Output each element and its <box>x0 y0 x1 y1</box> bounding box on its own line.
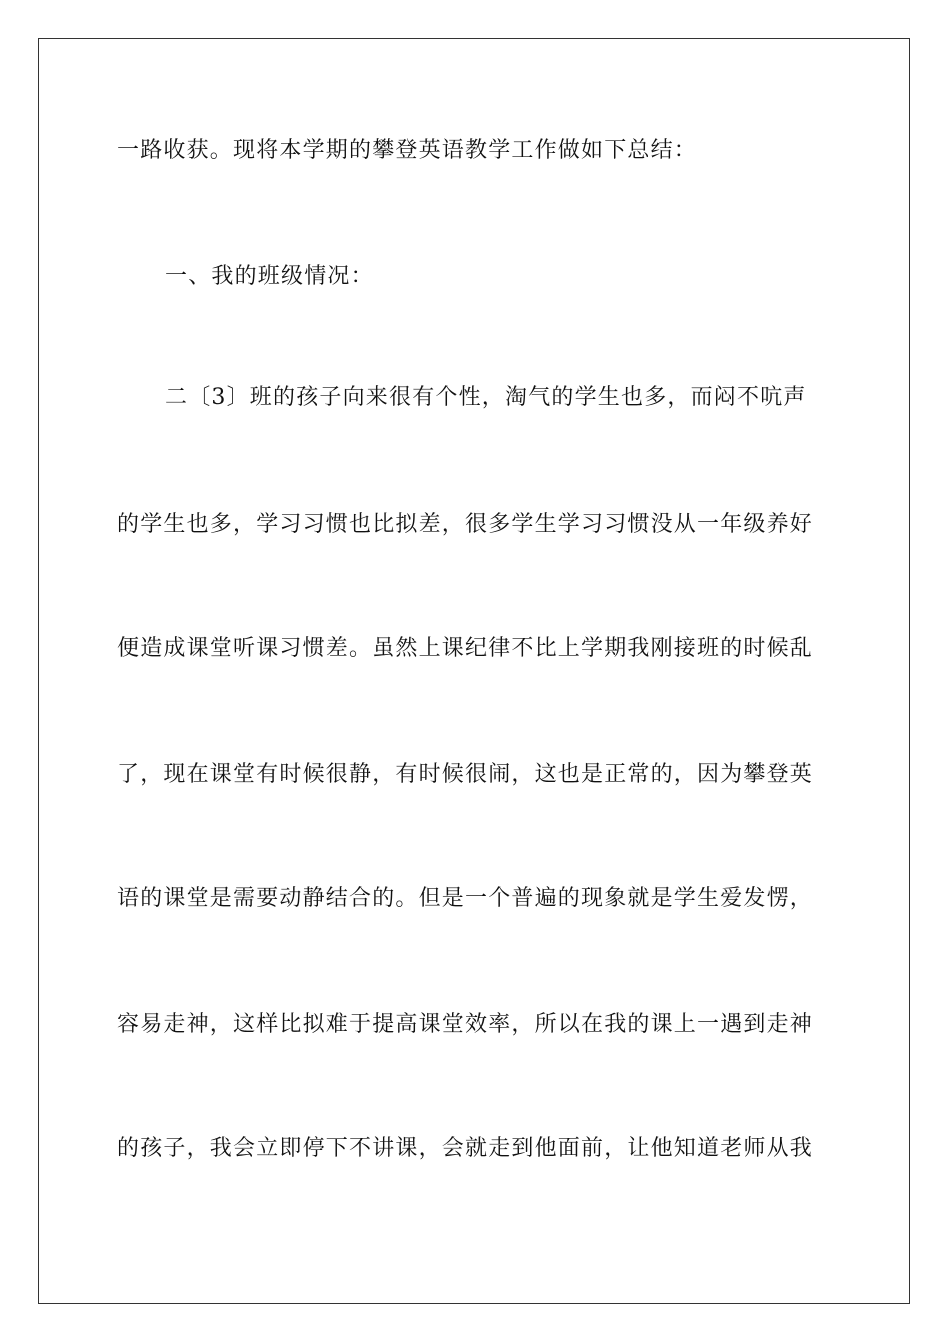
page-border <box>38 38 910 1304</box>
text-line-9: 的孩子，我会立即停下不讲课，会就走到他面前，让他知道老师从我 <box>117 1136 814 1161</box>
text-line-6: 了，现在课堂有时候很静，有时候很闹，这也是正常的，因为攀登英 <box>117 762 814 787</box>
text-line-5: 便造成课堂听课习惯差。虽然上课纪律不比上学期我刚接班的时候乱 <box>117 636 814 661</box>
text-line-1: 一路收获。现将本学期的攀登英语教学工作做如下总结： <box>117 138 698 163</box>
text-line-8: 容易走神，这样比拟难于提高课堂效率，所以在我的课上一遇到走神 <box>117 1012 814 1037</box>
text-line-7: 语的课堂是需要动静结合的。但是一个普遍的现象就是学生爱发愣， <box>117 886 814 911</box>
text-line-4: 的学生也多，学习习惯也比拟差，很多学生学习习惯没从一年级养好 <box>117 512 814 537</box>
section-heading: 一、我的班级情况： <box>165 264 374 289</box>
text-line-3: 二〔3〕班的孩子向来很有个性，淘气的学生也多，而闷不吭声 <box>165 385 807 410</box>
